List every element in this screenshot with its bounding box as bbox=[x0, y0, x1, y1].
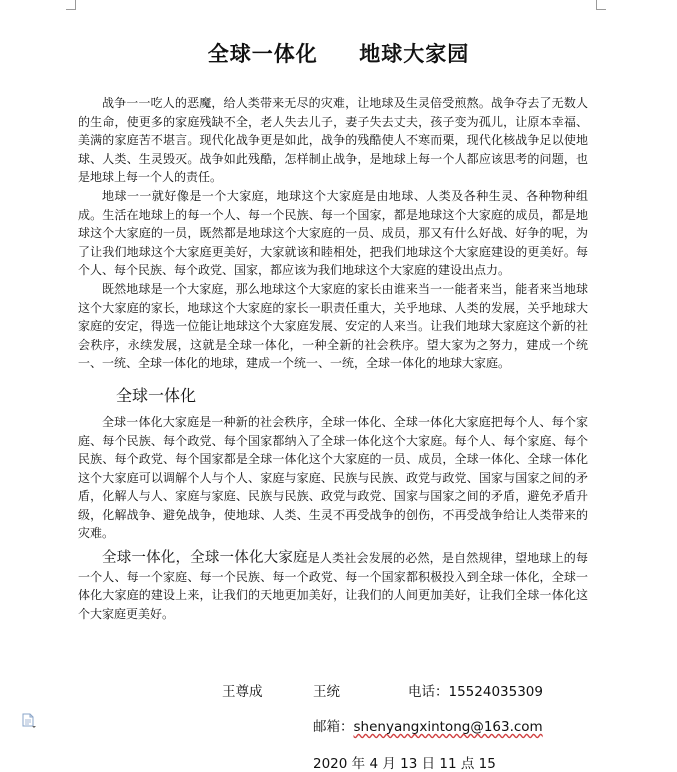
paragraph-2: 地球一一就好像是一个大家庭，地球这个大家庭是由地球、人类及各种生灵、各种物种组成。生活在地球上的每一个人、每一个民族、每一个国家，都是地球这个大家庭的成员，都是地球这个大家庭的一员，既然都是地球这个大家庭的一员、成员，那又有什么好战、好争的呢，为了让我们地球这个大家庭更美好，大家就该和睦相处，把我们地球这个大家庭建设的更美好。每个人、每个民族、每个政党、国家，都应该为我们地球这个大家庭的建设出点力。 bbox=[78, 188, 588, 278]
date-line: 2020 年 4 月 13 日 11 点 15 bbox=[313, 756, 496, 772]
paragraph-3: 既然地球是一个大家庭，那么地球这个大家庭的家长由谁来当一一能者来当，能者来当地球这个大家庭的家长，地球这个大家庭的家长一职责任重大，关乎地球、人类的发展，关乎地球大家庭的安定，得选一位能让地球这个大家庭发展、安定的人来当。让我们地球大家庭这个新的社会秩序，永续发展，这就是全球一体化，一种全新的社会秩序。望大家为之努力，建成一个统一、一统、全球一体化的地球，建成一个统一、一统，全球一体化的地球大家庭。 bbox=[78, 281, 588, 371]
email-address: shenyangxintong@163.com bbox=[353, 719, 543, 735]
paragraph-1: 战争一一吃人的恶魔，给人类带来无尽的灾难，让地球及生灵倍受煎熬。战争夺去了无数人的生命，使更多的家庭残缺不全，老人失去儿子，妻子失去丈夫，孩子变为孤儿，让原本幸福、美满的家庭苦不堪言。现代化战争更是如此，战争的残酷使人不寒而栗，现代化核战争足以使地球、人类、生灵毁灭。战争如此残酷，怎样制止战争，是地球上每一个人都应该思考的问题，也是地球上每一个人的责任。 bbox=[78, 96, 588, 185]
closing-lead: 全球一体化，全球一体化大家庭 bbox=[102, 550, 308, 567]
phone-line bbox=[408, 680, 543, 700]
phone-number: 15524035309 bbox=[448, 684, 543, 700]
email-line bbox=[313, 715, 543, 735]
author-2: 王统 bbox=[313, 684, 340, 700]
author-1: 王尊成 bbox=[222, 684, 263, 700]
document-body bbox=[78, 94, 588, 623]
document-title: 全球一体化 地球大家园 bbox=[207, 41, 470, 66]
section-paragraph: 全球一体化大家庭是一种新的社会秩序，全球一体化、全球一体化大家庭把每个人、每个家庭、每个民族、每个政党、每个国家都纳入了全球一体化这个大家庭。每个人、每个家庭、每个民族、每个政党、每个国家都是全球一体化这个大家庭的一员、成员，全球一体化、全球一体化这个大家庭可以调解个人与个人、家庭与家庭、民族与民族、政党与政党、国家与国家之间的矛盾，化解人与人、家庭与家庭、民族与民族、政党与政党、国家与国家之间的矛盾，避免矛盾升级，化解战争、避免战争，使地球、人类、生灵不再受战争的创伤，不再受战争给让人类带来的灾难。 bbox=[78, 414, 588, 541]
email-label: 邮箱： bbox=[313, 719, 354, 735]
phone-label: 电话： bbox=[408, 684, 449, 700]
page-corner-marker-right bbox=[596, 0, 606, 10]
page-dropdown-icon[interactable] bbox=[22, 713, 36, 729]
section-heading: 全球一体化 bbox=[116, 385, 197, 405]
closing-paragraph bbox=[78, 549, 588, 623]
closing-rest: 是人类社会发展的必然，是自然规律，望地球上的每一个人、每一个家庭、每一个民族、每一个政党、每一个国家都积极投入到全球一体化，全球一体化大家庭的建设上来，让我们的天地更加美好，让我们的人间更加美好，让我们全球一体化这个大家庭更美好。 bbox=[78, 551, 588, 621]
page-corner-marker-left bbox=[66, 0, 76, 10]
